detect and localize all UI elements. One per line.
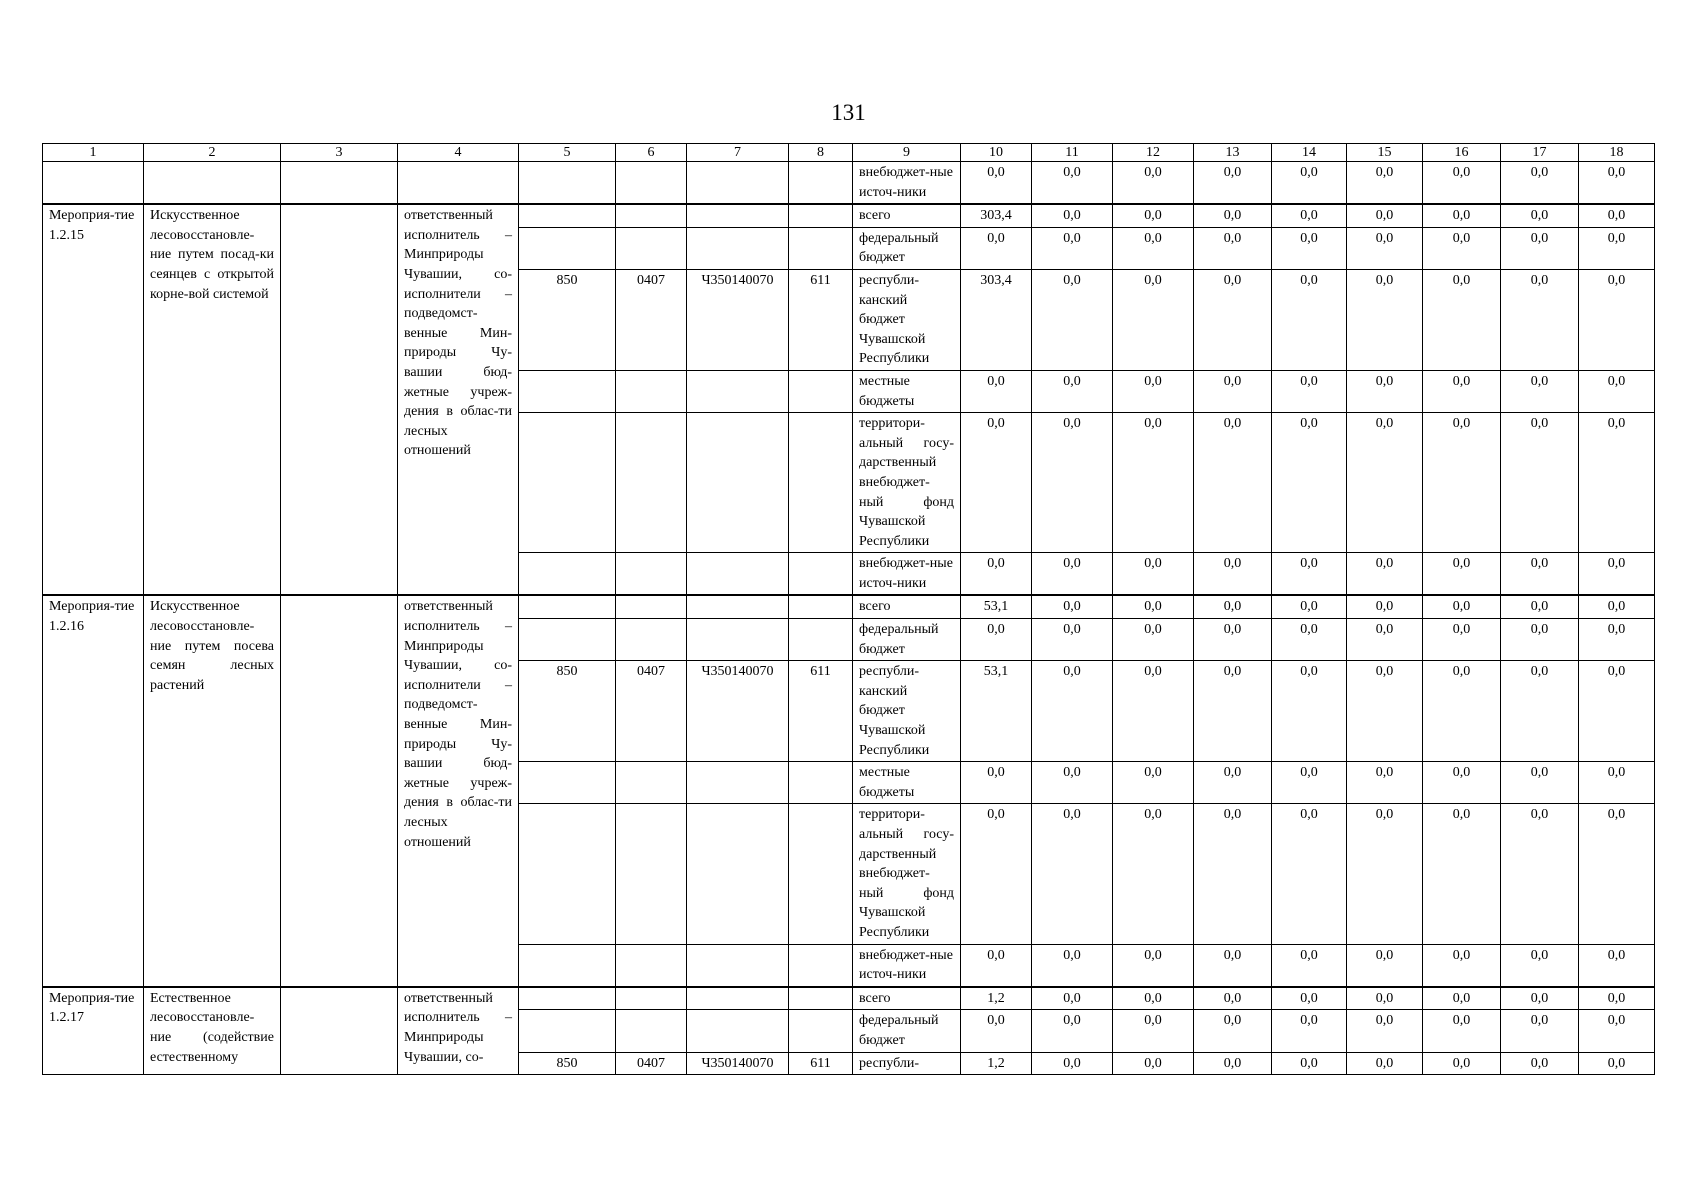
empty-cell: [519, 595, 616, 618]
amount-cell: 0,0: [1032, 1052, 1113, 1075]
amount-cell: 0,0: [1423, 987, 1501, 1010]
measure-name: Искусственное лесовосстановле-ние путем посад-ки сеянцев с открытой корне-вой системой: [144, 204, 281, 595]
empty-cell: [519, 944, 616, 987]
amount-cell: 0,0: [1272, 595, 1347, 618]
funding-source: местные бюджеты: [853, 762, 961, 804]
column-header: 14: [1272, 144, 1347, 162]
empty-cell: [687, 987, 789, 1010]
amount-cell: 0,0: [1423, 227, 1501, 269]
amount-cell: 0,0: [1501, 553, 1579, 596]
amount-cell: 0,0: [1347, 595, 1423, 618]
amount-cell: 0,0: [961, 762, 1032, 804]
column-header: 17: [1501, 144, 1579, 162]
empty-cell: [616, 595, 687, 618]
empty-cell: [616, 1010, 687, 1052]
funding-source: республи-канский бюджет Чувашской Республики: [853, 661, 961, 762]
amount-cell: 0,0: [1501, 162, 1579, 205]
amount-cell: 0,0: [1032, 944, 1113, 987]
column-header: 5: [519, 144, 616, 162]
amount-cell: 0,0: [1347, 370, 1423, 412]
amount-cell: 0,0: [1194, 1010, 1272, 1052]
amount-cell: 0,0: [1347, 553, 1423, 596]
amount-cell: 0,0: [1113, 413, 1194, 553]
amount-cell: 0,0: [1501, 944, 1579, 987]
amount-cell: 0,0: [1423, 1052, 1501, 1075]
column-header: 10: [961, 144, 1032, 162]
amount-cell: 0,0: [1113, 804, 1194, 944]
amount-cell: 0,0: [1272, 553, 1347, 596]
amount-cell: 0,0: [1272, 1010, 1347, 1052]
amount-cell: 0,0: [1579, 227, 1655, 269]
empty-cell: [616, 804, 687, 944]
funding-source: федеральный бюджет: [853, 619, 961, 661]
amount-cell: 0,0: [1579, 987, 1655, 1010]
amount-cell: 0,0: [1194, 661, 1272, 762]
column-header: 18: [1579, 144, 1655, 162]
empty-cell: [789, 204, 853, 227]
amount-cell: 0,0: [1347, 227, 1423, 269]
funding-source: всего: [853, 204, 961, 227]
amount-cell: 0,0: [1194, 204, 1272, 227]
grbs-code: 850: [519, 269, 616, 370]
empty-cell: [687, 762, 789, 804]
funding-source: территори-альный госу-дарственный внебюджет-ный фонд Чувашской Республики: [853, 804, 961, 944]
amount-cell: 0,0: [1032, 227, 1113, 269]
amount-cell: 0,0: [1113, 1052, 1194, 1075]
amount-cell: 0,0: [1194, 987, 1272, 1010]
budget-table: [42, 143, 1655, 1075]
amount-cell: 0,0: [1347, 269, 1423, 370]
column-header: 7: [687, 144, 789, 162]
amount-cell: 0,0: [1194, 1052, 1272, 1075]
empty-cell: [519, 162, 616, 205]
amount-cell: 0,0: [1347, 619, 1423, 661]
amount-cell: 0,0: [1272, 944, 1347, 987]
funding-source: внебюджет-ные источ-ники: [853, 162, 961, 205]
empty-cell: [616, 944, 687, 987]
amount-cell: 0,0: [1272, 804, 1347, 944]
funding-source: внебюджет-ные источ-ники: [853, 944, 961, 987]
amount-cell: 0,0: [1501, 762, 1579, 804]
measure-code: Мероприя-тие 1.2.17: [43, 987, 144, 1075]
amount-cell: 0,0: [1113, 762, 1194, 804]
amount-cell: 0,0: [1272, 269, 1347, 370]
empty-cell: [616, 227, 687, 269]
amount-cell: 0,0: [1113, 944, 1194, 987]
amount-cell: 0,0: [1423, 944, 1501, 987]
amount-cell: 0,0: [1272, 987, 1347, 1010]
amount-cell: 0,0: [1501, 1010, 1579, 1052]
column-header: 2: [144, 144, 281, 162]
amount-cell: 0,0: [1272, 162, 1347, 205]
amount-cell: 0,0: [1032, 204, 1113, 227]
empty-cell: [789, 1010, 853, 1052]
amount-cell: 0,0: [1113, 595, 1194, 618]
amount-cell: 0,0: [1347, 1010, 1423, 1052]
amount-cell: 0,0: [1194, 553, 1272, 596]
amount-cell: 0,0: [1272, 204, 1347, 227]
amount-cell: 0,0: [1113, 204, 1194, 227]
executor-cell: ответственный исполнитель – Минприроды Чувашии, со-исполнители – подведомст-венные Мин-природы Чу-вашии бюд-жетные учреж-дения в облас-ти лесных отношений: [398, 204, 519, 595]
amount-cell: 0,0: [1272, 227, 1347, 269]
column-header: 12: [1113, 144, 1194, 162]
amount-cell: 0,0: [1272, 762, 1347, 804]
amount-cell: 0,0: [1113, 987, 1194, 1010]
amount-cell: 0,0: [1579, 661, 1655, 762]
amount-cell: 0,0: [1347, 204, 1423, 227]
amount-cell: 0,0: [1194, 227, 1272, 269]
empty-cell: [789, 370, 853, 412]
measure-code: Мероприя-тие 1.2.15: [43, 204, 144, 595]
amount-cell: 0,0: [1032, 1010, 1113, 1052]
executor-cell: ответственный исполнитель – Минприроды Чувашии, со-исполнители – подведомст-венные Мин-природы Чу-вашии бюд-жетные учреж-дения в облас-ти лесных отношений: [398, 595, 519, 986]
amount-cell: 0,0: [1113, 661, 1194, 762]
amount-cell: 0,0: [961, 370, 1032, 412]
amount-cell: 0,0: [1501, 370, 1579, 412]
amount-cell: 0,0: [1347, 804, 1423, 944]
empty-cell: [789, 595, 853, 618]
empty-cell: [519, 619, 616, 661]
empty-cell: [519, 987, 616, 1010]
amount-cell: 0,0: [1423, 1010, 1501, 1052]
amount-cell: 0,0: [1579, 269, 1655, 370]
empty-cell: [616, 370, 687, 412]
amount-cell: 0,0: [1032, 553, 1113, 596]
amount-cell: 0,0: [1194, 162, 1272, 205]
amount-cell: 0,0: [1272, 413, 1347, 553]
empty-cell: [789, 413, 853, 553]
amount-cell: 0,0: [1032, 619, 1113, 661]
column-header: 9: [853, 144, 961, 162]
empty-cell: [144, 162, 281, 205]
empty-cell: [687, 619, 789, 661]
amount-cell: 53,1: [961, 595, 1032, 618]
amount-cell: 0,0: [1347, 162, 1423, 205]
rzpr-code: 0407: [616, 269, 687, 370]
column-header: 8: [789, 144, 853, 162]
empty-cell: [687, 370, 789, 412]
empty-cell: [789, 553, 853, 596]
empty-cell: [687, 1010, 789, 1052]
table-row: [43, 595, 1655, 618]
funding-source: всего: [853, 987, 961, 1010]
funding-source: внебюджет-ные источ-ники: [853, 553, 961, 596]
empty-cell: [687, 804, 789, 944]
amount-cell: 0,0: [1423, 370, 1501, 412]
empty-cell: [616, 987, 687, 1010]
amount-cell: 0,0: [1272, 619, 1347, 661]
amount-cell: 53,1: [961, 661, 1032, 762]
amount-cell: 0,0: [961, 944, 1032, 987]
empty-cell: [519, 804, 616, 944]
amount-cell: 0,0: [1579, 595, 1655, 618]
amount-cell: 0,0: [1113, 162, 1194, 205]
executor-cell: ответственный исполнитель – Минприроды Чувашии, со-: [398, 987, 519, 1075]
empty-cell: [789, 987, 853, 1010]
amount-cell: 0,0: [1032, 413, 1113, 553]
amount-cell: 0,0: [961, 413, 1032, 553]
amount-cell: 0,0: [1194, 370, 1272, 412]
empty-cell: [281, 595, 398, 986]
amount-cell: 1,2: [961, 1052, 1032, 1075]
amount-cell: 0,0: [1194, 804, 1272, 944]
amount-cell: 0,0: [1113, 269, 1194, 370]
grbs-code: 850: [519, 1052, 616, 1075]
amount-cell: 0,0: [1347, 944, 1423, 987]
empty-cell: [43, 162, 144, 205]
empty-cell: [519, 553, 616, 596]
empty-cell: [789, 762, 853, 804]
amount-cell: 0,0: [961, 1010, 1032, 1052]
amount-cell: 0,0: [1501, 269, 1579, 370]
amount-cell: 0,0: [1113, 619, 1194, 661]
amount-cell: 0,0: [1579, 804, 1655, 944]
empty-cell: [281, 204, 398, 595]
amount-cell: 0,0: [1423, 619, 1501, 661]
empty-cell: [687, 553, 789, 596]
column-header: 6: [616, 144, 687, 162]
funding-source: федеральный бюджет: [853, 1010, 961, 1052]
amount-cell: 0,0: [1032, 804, 1113, 944]
csr-code: Ч350140070: [687, 661, 789, 762]
column-header: 3: [281, 144, 398, 162]
funding-source: всего: [853, 595, 961, 618]
amount-cell: 0,0: [1501, 661, 1579, 762]
amount-cell: 0,0: [1347, 413, 1423, 553]
empty-cell: [281, 162, 398, 205]
rzpr-code: 0407: [616, 1052, 687, 1075]
amount-cell: 0,0: [1501, 204, 1579, 227]
amount-cell: 0,0: [1423, 269, 1501, 370]
amount-cell: 0,0: [961, 619, 1032, 661]
empty-cell: [616, 413, 687, 553]
amount-cell: 0,0: [1032, 162, 1113, 205]
amount-cell: 0,0: [961, 162, 1032, 205]
empty-cell: [687, 944, 789, 987]
funding-source: республи-: [853, 1052, 961, 1075]
amount-cell: 0,0: [1032, 595, 1113, 618]
amount-cell: 0,0: [1579, 1010, 1655, 1052]
amount-cell: 0,0: [1501, 1052, 1579, 1075]
amount-cell: 303,4: [961, 204, 1032, 227]
empty-cell: [398, 162, 519, 205]
amount-cell: 0,0: [1194, 619, 1272, 661]
amount-cell: 0,0: [1032, 269, 1113, 370]
empty-cell: [789, 227, 853, 269]
amount-cell: 0,0: [1501, 804, 1579, 944]
amount-cell: 0,0: [1347, 1052, 1423, 1075]
empty-cell: [519, 413, 616, 553]
vr-code: 611: [789, 1052, 853, 1075]
column-header: 11: [1032, 144, 1113, 162]
amount-cell: 0,0: [1272, 370, 1347, 412]
empty-cell: [519, 227, 616, 269]
empty-cell: [616, 619, 687, 661]
amount-cell: 0,0: [1423, 162, 1501, 205]
amount-cell: 0,0: [961, 553, 1032, 596]
amount-cell: 0,0: [1113, 227, 1194, 269]
column-header: 16: [1423, 144, 1501, 162]
amount-cell: 1,2: [961, 987, 1032, 1010]
amount-cell: 0,0: [1113, 1010, 1194, 1052]
funding-source: территори-альный госу-дарственный внебюджет-ный фонд Чувашской Республики: [853, 413, 961, 553]
column-header: 13: [1194, 144, 1272, 162]
amount-cell: 303,4: [961, 269, 1032, 370]
empty-cell: [789, 619, 853, 661]
rzpr-code: 0407: [616, 661, 687, 762]
empty-cell: [789, 162, 853, 205]
amount-cell: 0,0: [1032, 661, 1113, 762]
funding-source: федеральный бюджет: [853, 227, 961, 269]
amount-cell: 0,0: [1579, 944, 1655, 987]
grbs-code: 850: [519, 661, 616, 762]
amount-cell: 0,0: [1272, 661, 1347, 762]
amount-cell: 0,0: [1579, 413, 1655, 553]
amount-cell: 0,0: [1032, 987, 1113, 1010]
measure-code: Мероприя-тие 1.2.16: [43, 595, 144, 986]
amount-cell: 0,0: [1423, 553, 1501, 596]
amount-cell: 0,0: [1579, 553, 1655, 596]
amount-cell: 0,0: [1501, 987, 1579, 1010]
empty-cell: [519, 370, 616, 412]
csr-code: Ч350140070: [687, 269, 789, 370]
amount-cell: 0,0: [1501, 227, 1579, 269]
amount-cell: 0,0: [1579, 204, 1655, 227]
amount-cell: 0,0: [1194, 413, 1272, 553]
amount-cell: 0,0: [1579, 370, 1655, 412]
empty-cell: [616, 553, 687, 596]
empty-cell: [616, 204, 687, 227]
page-number: 131: [831, 100, 866, 125]
empty-cell: [519, 762, 616, 804]
amount-cell: 0,0: [1579, 762, 1655, 804]
amount-cell: 0,0: [1501, 619, 1579, 661]
column-number-row: [43, 144, 1655, 162]
amount-cell: 0,0: [1501, 595, 1579, 618]
empty-cell: [687, 204, 789, 227]
empty-cell: [789, 804, 853, 944]
amount-cell: 0,0: [1347, 661, 1423, 762]
empty-cell: [281, 987, 398, 1075]
amount-cell: 0,0: [1501, 413, 1579, 553]
vr-code: 611: [789, 269, 853, 370]
table-row: [43, 204, 1655, 227]
empty-cell: [519, 204, 616, 227]
amount-cell: 0,0: [1194, 944, 1272, 987]
table-row: [43, 162, 1655, 205]
amount-cell: 0,0: [1579, 1052, 1655, 1075]
funding-source: республи-канский бюджет Чувашской Республики: [853, 269, 961, 370]
empty-cell: [789, 944, 853, 987]
amount-cell: 0,0: [1032, 762, 1113, 804]
empty-cell: [616, 762, 687, 804]
amount-cell: 0,0: [1423, 804, 1501, 944]
measure-name: Естественное лесовосстановле-ние (содействие естественному: [144, 987, 281, 1075]
column-header: 15: [1347, 144, 1423, 162]
amount-cell: 0,0: [1032, 370, 1113, 412]
measure-name: Искусственное лесовосстановле-ние путем посева семян лесных растений: [144, 595, 281, 986]
funding-source: местные бюджеты: [853, 370, 961, 412]
amount-cell: 0,0: [1347, 987, 1423, 1010]
amount-cell: 0,0: [1423, 595, 1501, 618]
amount-cell: 0,0: [961, 227, 1032, 269]
amount-cell: 0,0: [961, 804, 1032, 944]
vr-code: 611: [789, 661, 853, 762]
amount-cell: 0,0: [1579, 162, 1655, 205]
amount-cell: 0,0: [1113, 370, 1194, 412]
empty-cell: [687, 227, 789, 269]
csr-code: Ч350140070: [687, 1052, 789, 1075]
amount-cell: 0,0: [1423, 413, 1501, 553]
amount-cell: 0,0: [1194, 269, 1272, 370]
amount-cell: 0,0: [1347, 762, 1423, 804]
empty-cell: [687, 162, 789, 205]
amount-cell: 0,0: [1194, 762, 1272, 804]
empty-cell: [519, 1010, 616, 1052]
amount-cell: 0,0: [1194, 595, 1272, 618]
table-row: [43, 987, 1655, 1010]
amount-cell: 0,0: [1423, 204, 1501, 227]
empty-cell: [687, 595, 789, 618]
amount-cell: 0,0: [1423, 762, 1501, 804]
amount-cell: 0,0: [1423, 661, 1501, 762]
empty-cell: [687, 413, 789, 553]
amount-cell: 0,0: [1272, 1052, 1347, 1075]
column-header: 1: [43, 144, 144, 162]
amount-cell: 0,0: [1579, 619, 1655, 661]
empty-cell: [616, 162, 687, 205]
column-header: 4: [398, 144, 519, 162]
amount-cell: 0,0: [1113, 553, 1194, 596]
